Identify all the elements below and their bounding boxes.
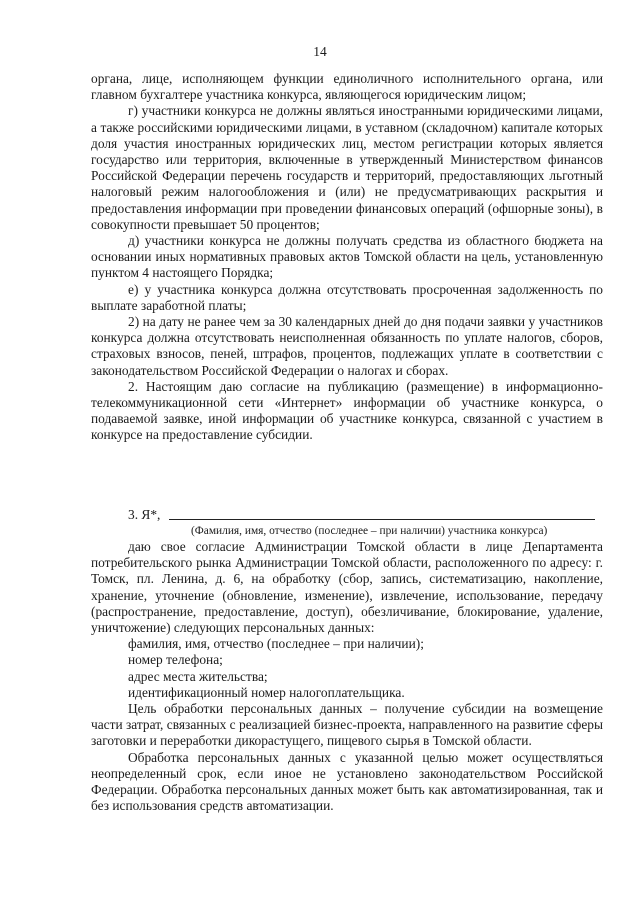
consent-signature-row: [91, 507, 603, 543]
paragraph-publication-consent: 2. Настоящим даю согласие на публикацию (размещение) в информационно-телекоммуникационной сети «Интернет» информации об участнике конкурса, о подаваемой заявке, иной информации об участнике конкурса, связанной с участием в конкурсе на предоставление субсидии.: [91, 378, 603, 443]
paragraph-item-2: 2) на дату не ранее чем за 30 календарных дней до дня подачи заявки у участников конкурса должна отсутствовать неисполненная обязанность по уплате налогов, сборов, страховых взносов, пеней, штрафов, процентов, подлежащих уплате в соответствии с законодательством Российской Федерации о налогах и сборах.: [91, 314, 603, 378]
data-item: идентификационный номер налогоплательщика.: [128, 684, 405, 700]
data-item: адрес места жительства;: [128, 668, 268, 684]
consent-text: даю свое согласие Администрации Томской области в лице Департамента потребительского рынка Администрации Томской области, расположенного по адресу: г. Томск, пл. Ленина, д. 6, на обработку (сбор, запись, систематизацию, накопление, хранение, уточнение (обновление, изменение), извлечение, использование, передачу (распространение, предоставление, доступ), обезличивание, блокирование, удаление, уничтожение) следующих персональных данных:: [91, 539, 603, 636]
data-item: фамилия, имя, отчество (последнее – при наличии);: [128, 636, 424, 652]
processing-purpose: Цель обработки персональных данных – получение субсидии на возмещение части затрат, связанных с реализацией бизнес-проекта, направленного на развитие сферы заготовки и переработки дикорастущего, пищевого сырья в Томской области.: [91, 701, 603, 749]
paragraph-item-e: е) у участника конкурса должна отсутствовать просроченная задолженность по выплате заработной платы;: [91, 281, 603, 313]
page-number: 14: [313, 44, 327, 59]
name-fill-line: [169, 519, 595, 520]
consent-label: 3. Я*,: [128, 507, 161, 522]
paragraph-continuation: органа, лице, исполняющем функции единоличного исполнительного органа, или главном бухгалтере участника конкурса, являющегося юридическим лицом;: [91, 71, 603, 103]
paragraph-item-d: д) участники конкурса не должны получать средства из областного бюджета на основании иных нормативных правовых актов Томской области на цель, установленную пунктом 4 настоящего Порядка;: [91, 233, 603, 281]
eligibility-section: [91, 71, 603, 444]
paragraph-item-g: г) участники конкурса не должны являться иностранными юридическими лицами, а также российскими юридическими лицами, в уставном (складочном) капитале которых доля участия иностранных юридических лиц, местом регистрации которых является государство или территория, включенные в утвержденный Министерством финансов Российской Федерации перечень государств и территорий, предоставляющих льготный налоговый режим налогообложения и (или) не предусматривающих раскрытия и предоставления информации при проведении финансовых операций (офшорные зоны), в совокупности превышает 50 процентов;: [91, 103, 603, 232]
name-field-hint: (Фамилия, имя, отчество (последнее – при наличии) участника конкурса): [191, 525, 548, 537]
personal-data-section: [91, 539, 603, 814]
data-item: номер телефона;: [128, 652, 223, 668]
processing-term: Обработка персональных данных с указанной целью может осуществляться неопределенный срок, если иное не установлено законодательством Российской Федерации. Обработка персональных данных может быть как автоматизированная, так и без использования средств автоматизации.: [91, 749, 603, 814]
